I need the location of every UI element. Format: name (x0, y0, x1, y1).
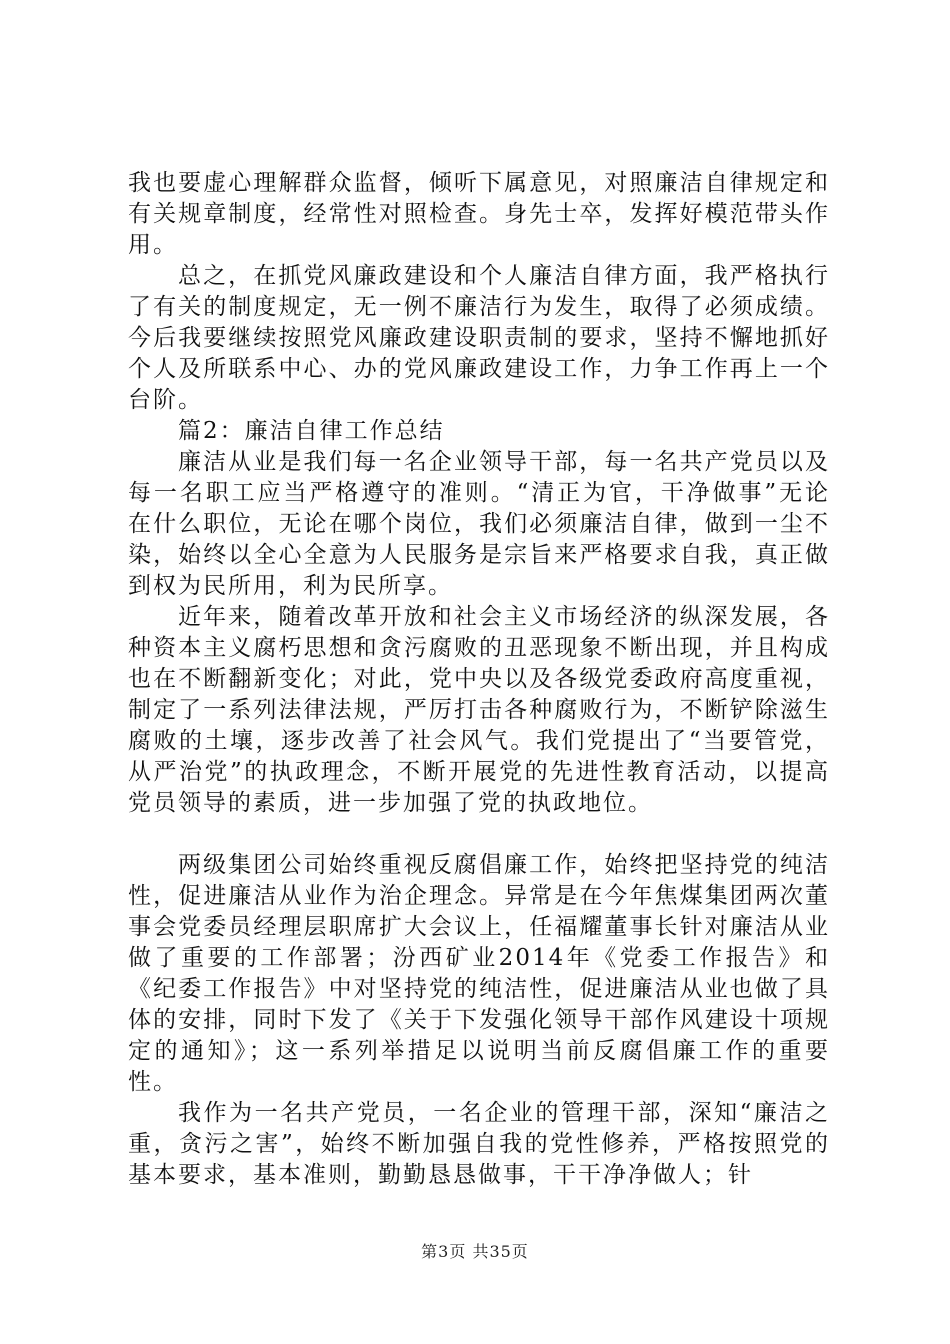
document-body (128, 168, 830, 1191)
section-heading: 篇2：廉洁自律工作总结 (178, 418, 445, 444)
paragraph-recent-years: 近年来，随着改革开放和社会主义市场经济的纵深发展，各种资本主义腐朽思想和贪污腐败的丑恶现象不断出现，并且构成也在不断翻新变化；对此，党中央以及各级党委政府高度重视，制定了一系列法律法规，严厉打击各种腐败行为，不断铲除滋生腐败的土壤，逐步改善了社会风气。我们党提出了“当要管党，从严治党”的执政理念，不断开展党的先进性教育活动，以提高党员领导的素质，进一步加强了党的执政地位。 (128, 604, 830, 816)
paragraph-continuation: 我也要虚心理解群众监督，倾听下属意见，对照廉洁自律规定和有关规章制度，经常性对照检查。身先士卒，发挥好模范带头作用。 (128, 170, 830, 258)
paragraph-group-company: 两级集团公司始终重视反腐倡廉工作，始终把坚持党的纯洁性，促进廉洁从业作为治企理念。异常是在今年焦煤集团两次董事会党委员经理层职席扩大会议上，任福耀董事长针对廉洁从业做了重要的工作部署；汾西矿业2014年《党委工作报告》和《纪委工作报告》中对坚持党的纯洁性，促进廉洁从业也做了具体的安排，同时下发了《关于下发强化领导干部作风建设十项规定的通知》；这一系列举措足以说明当前反腐倡廉工作的重要性。 (128, 852, 830, 1095)
page-number-footer: 第3页 共35页 (421, 1242, 529, 1261)
paragraph-summary: 总之，在抓党风廉政建设和个人廉洁自律方面，我严格执行了有关的制度规定，无一例不廉洁行为发生，取得了必须成绩。今后我要继续按照党风廉政建设职责制的要求，坚持不懈地抓好个人及所联系中心、办的党风廉政建设工作，力争工作再上一个台阶。 (128, 263, 830, 413)
paragraph-party-member: 我作为一名共产党员，一名企业的管理干部，深知“廉洁之重，贪污之害”，始终不断加强自我的党性修养，严格按照党的基本要求，基本准则，勤勤恳恳做事，干干净净做人；针 (128, 1100, 830, 1188)
paragraph-integrity-intro: 廉洁从业是我们每一名企业领导干部，每一名共产党员以及每一名职工应当严格遵守的准则。“清正为官，干净做事”无论在什么职位，无论在哪个岗位，我们必须廉洁自律，做到一尘不染，始终以全心全意为人民服务是宗旨来严格要求自我，真正做到权为民所用，利为民所享。 (128, 449, 830, 599)
paragraph-gap (128, 819, 830, 850)
